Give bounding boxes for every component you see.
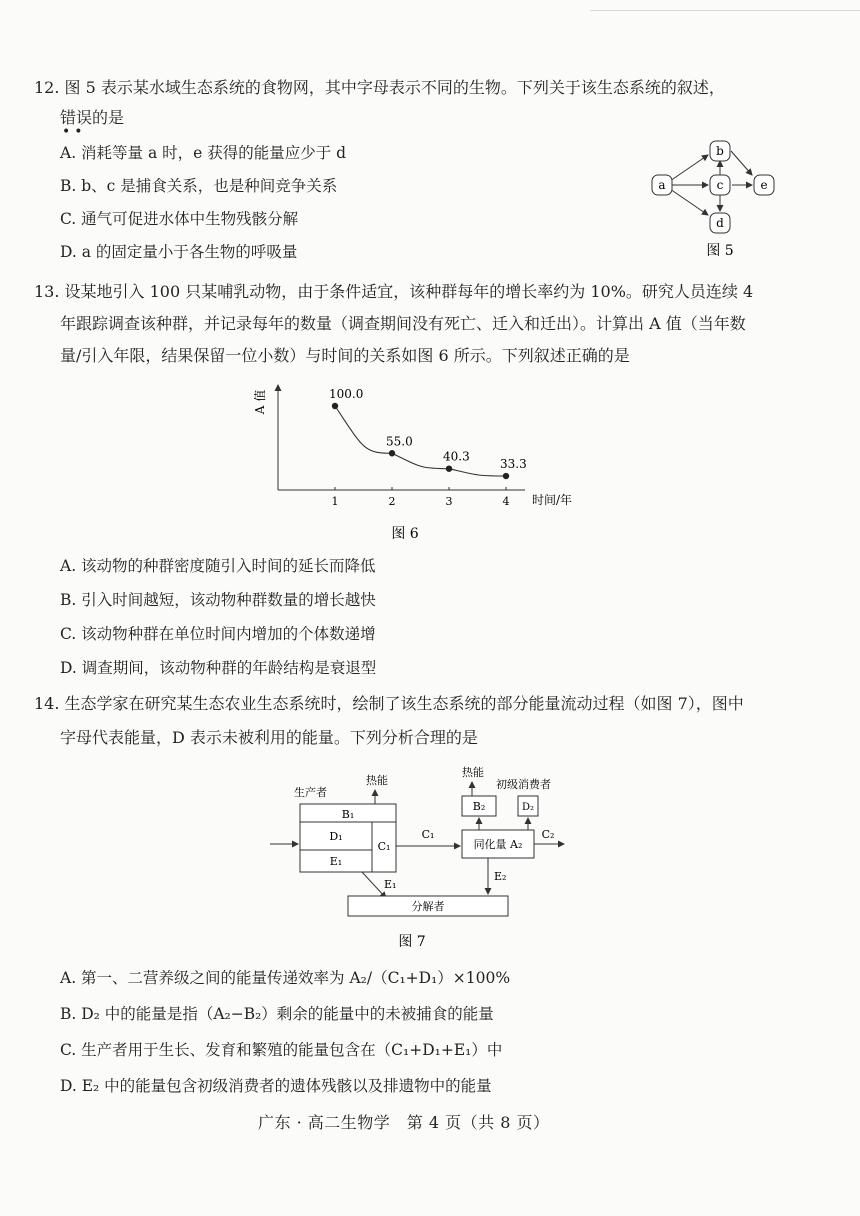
node-d xyxy=(710,213,730,233)
svg-text:同化量 A₂: 同化量 A₂ xyxy=(473,838,523,851)
svg-text:d: d xyxy=(716,216,724,230)
series-line xyxy=(335,406,506,476)
e2-label: E₂ xyxy=(494,870,507,883)
svg-text:分解者: 分解者 xyxy=(411,900,445,913)
q13-stem-line3: 量/引入年限，结果保留一位小数）与时间的关系如图 6 所示。下列叙述正确的是 xyxy=(60,346,630,365)
x-axis-label: 时间/年 xyxy=(532,493,573,507)
q12-stem-line1: 12. 图 5 表示某水域生态系统的食物网，其中字母表示不同的生物。下列关于该生态系统的叙述， xyxy=(34,78,725,97)
q14-stem-line2: 字母代表能量，D 表示未被利用的能量。下列分析合理的是 xyxy=(60,728,478,747)
q12-option-b: B. b、c 是捕食关系，也是种间竞争关系 xyxy=(60,177,338,195)
svg-text:B₂: B₂ xyxy=(472,800,486,813)
q12-option-a: A. 消耗等量 a 时，e 获得的能量应少于 d xyxy=(60,144,347,162)
e1-cell: E₁ xyxy=(329,855,343,868)
figure7-energy-flow xyxy=(262,760,582,955)
q12-option-d: D. a 的固定量小于各生物的呼吸量 xyxy=(60,243,298,261)
data-label: 55.0 xyxy=(386,434,413,449)
c1-cell: C₁ xyxy=(377,840,391,853)
figure5-caption: 图 5 xyxy=(706,243,734,259)
svg-text:c: c xyxy=(716,178,724,192)
q13-stem-line2: 年跟踪调查该种群，并记录每年的数量（调查期间没有死亡、迁入和迁出）。计算出 A 值（当年数 xyxy=(60,314,746,333)
data-point xyxy=(446,465,452,471)
figure7-caption: 图 7 xyxy=(398,934,426,950)
y-axis-label: A 值 xyxy=(253,389,267,415)
d1-cell: D₁ xyxy=(329,830,343,843)
q12-stem-line2: 错误的是 xyxy=(60,108,125,127)
q14-option-c: C. 生产者用于生长、发育和繁殖的能量包含在（C₁+D₁+E₁）中 xyxy=(60,1041,503,1059)
q14-option-a: A. 第一、二营养级之间的能量传递效率为 A₂/（C₁+D₁）×100% xyxy=(60,969,511,987)
data-point xyxy=(503,473,509,479)
q14-stem-line1: 14. 生态学家在研究某生态农业生态系统时，绘制了该生态系统的部分能量流动过程（如图 7），图中 xyxy=(34,694,744,713)
figure6-caption: 图 6 xyxy=(391,526,419,540)
food-web-figure xyxy=(640,135,790,265)
heat-label-2: 热能 xyxy=(462,766,484,779)
producer-label: 生产者 xyxy=(294,786,327,799)
node-c xyxy=(710,175,730,195)
c1-arrow-label: C₁ xyxy=(421,828,435,841)
q12-option-c: C. 通气可促进水体中生物残骸分解 xyxy=(60,210,299,228)
svg-text:e: e xyxy=(760,178,768,192)
svg-text:D₂: D₂ xyxy=(521,802,535,813)
data-label: 33.3 xyxy=(500,457,527,472)
q13-option-c: C. 该动物种群在单位时间内增加的个体数递增 xyxy=(60,625,376,643)
q13-stem-line1: 13. 设某地引入 100 只某哺乳动物，由于条件适宜，该种群每年的增长率约为 10%。研究人员连续 4 xyxy=(34,282,754,301)
node-a xyxy=(652,175,672,195)
x-tick-label: 4 xyxy=(502,495,510,508)
q13-option-b: B. 引入时间越短，该动物种群数量的增长越快 xyxy=(60,591,376,609)
x-tick-label: 3 xyxy=(445,495,453,508)
data-label: 40.3 xyxy=(443,449,470,464)
node-e xyxy=(754,175,774,195)
e1-arrow-label: E₁ xyxy=(384,878,397,891)
primary-consumer-label: 初级消费者 xyxy=(496,778,551,791)
q13-option-a: A. 该动物的种群密度随引入时间的延长而降低 xyxy=(60,557,376,575)
x-tick-label: 2 xyxy=(388,495,396,508)
svg-text:b: b xyxy=(716,144,724,158)
figure6-chart xyxy=(250,380,590,540)
data-point xyxy=(332,403,338,409)
page-footer: 广东 · 高二生物学 第 4 页（共 8 页） xyxy=(258,1113,550,1132)
data-point xyxy=(389,450,395,456)
x-tick-label: 1 xyxy=(331,495,339,508)
data-label: 100.0 xyxy=(329,387,364,401)
q14-option-d: D. E₂ 中的能量包含初级消费者的遗体残骸以及排遗物中的能量 xyxy=(60,1077,492,1095)
b1-cell: B₁ xyxy=(341,808,355,821)
c2-label: C₂ xyxy=(541,828,555,841)
svg-text:a: a xyxy=(658,178,666,192)
top-border xyxy=(590,10,860,11)
q13-option-d: D. 调查期间，该动物种群的年龄结构是衰退型 xyxy=(60,659,377,677)
node-b xyxy=(710,141,730,161)
emphasis-dots: •• xyxy=(62,124,87,140)
q14-option-b: B. D₂ 中的能量是指（A₂−B₂）剩余的能量中的未被捕食的能量 xyxy=(60,1005,494,1023)
heat-label-1: 热能 xyxy=(366,774,388,787)
